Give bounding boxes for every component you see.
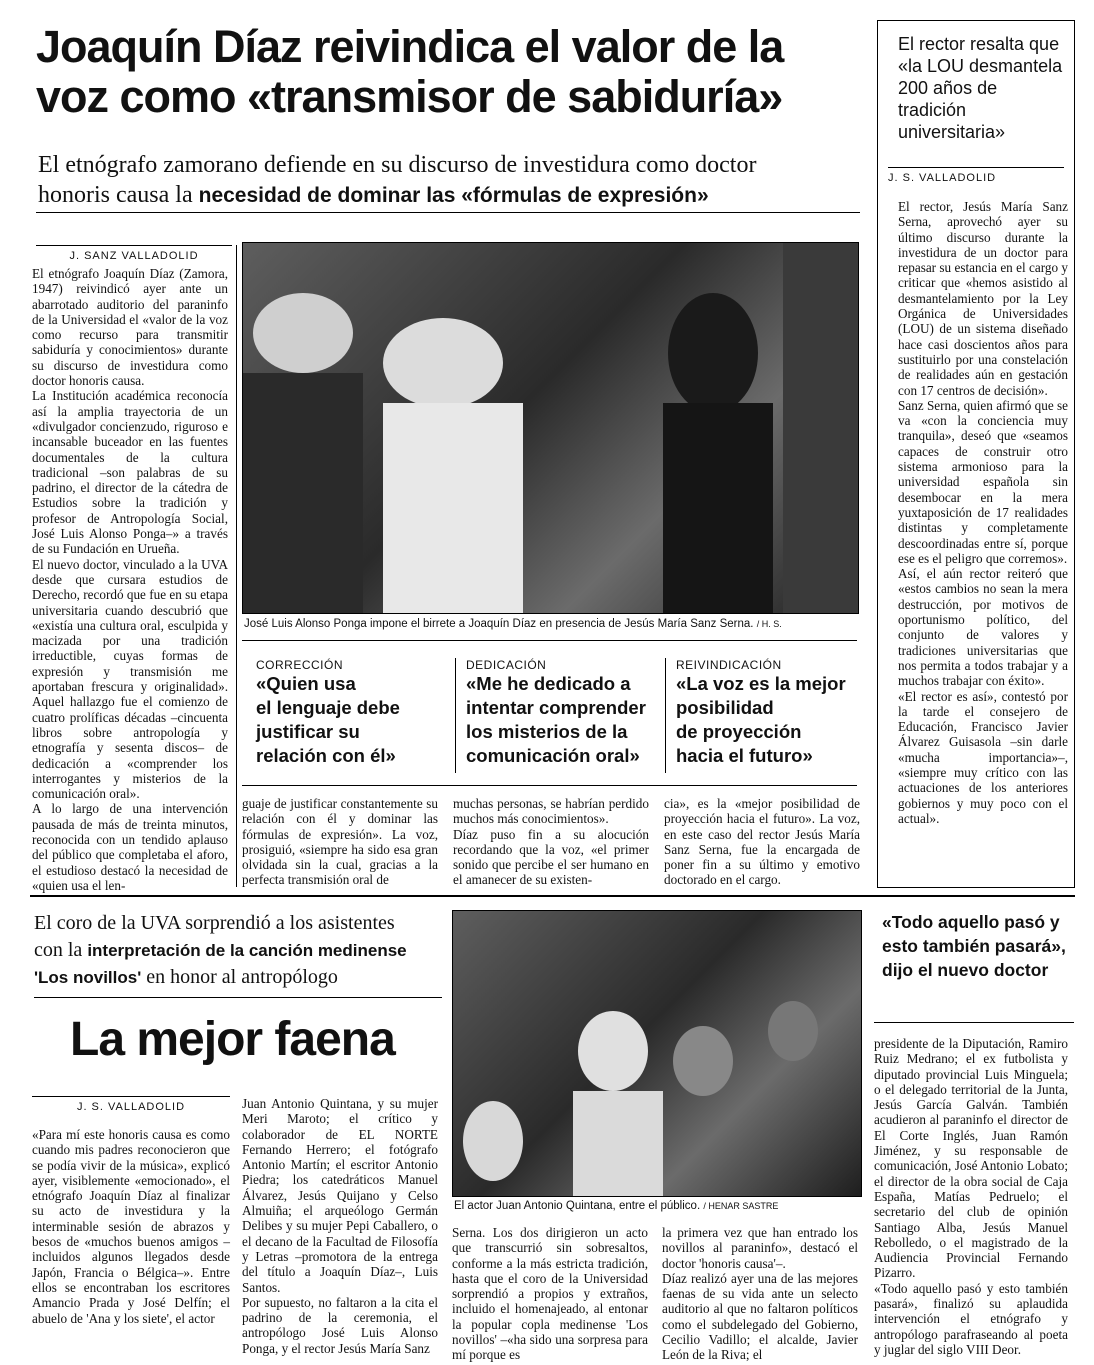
kicker-line-1: El coro de la UVA sorprendió a los asistentes xyxy=(34,912,395,934)
quote-text-2: «Me he dedicado a intentar comprender los misterios de la comunicación oral» xyxy=(466,673,646,766)
quote-label-correccion: CORRECCIÓN xyxy=(256,658,344,672)
pull-quote-rule xyxy=(874,1022,1074,1023)
main-headline-line-2: voz como «transmisor de sabiduría» xyxy=(36,71,783,122)
quotes-bottom-rule xyxy=(242,785,857,786)
photo-caption-text: José Luis Alonso Ponga impone el birrete a Joaquín Díaz en presencia de Jesús María Sanz Serna. xyxy=(244,618,754,630)
kicker-part-d: en honor al antropólogo xyxy=(141,966,338,988)
main-headline xyxy=(36,22,866,122)
kicker-line-2 xyxy=(34,937,444,964)
second-kicker xyxy=(34,910,444,991)
audience-photo-caption xyxy=(454,1200,860,1212)
quote-box-1 xyxy=(256,658,446,768)
section-divider xyxy=(30,895,1075,897)
quote-divider-1 xyxy=(455,658,456,773)
sidebar-headline: El rector resalta que «la LOU desmantela 200 años de tradición universitaria» xyxy=(898,34,1063,142)
photo-scene-icon xyxy=(243,243,858,613)
quote-text-3: «La voz es la mejor posibilidad de proyección hacia el futuro» xyxy=(676,673,846,766)
main-article-column-2: guaje de justificar constantemente su relación con él y dominar las fórmulas de expresión». La voz, prosiguió, «siempre ha sido esa gran olvidada sin la cual, gracias a la perfecta transmisión oral de xyxy=(242,796,438,888)
main-headline-line-1: Joaquín Díaz reivindica el valor de la xyxy=(36,21,784,72)
main-byline: J. SANZ VALLADOLID xyxy=(36,245,232,262)
audience-photo xyxy=(452,910,862,1197)
audience-scene-icon xyxy=(453,911,861,1196)
second-article-column-4: la primera vez que han entrado los novillos al paraninfo», destacó el doctor 'honoris causa'–. Díaz realizó ayer una de las mejores faenas de su vida ante un selecto auditorio al que no faltaron políticos como el subdelegado del Gobierno, Cecilio Vadillo; el alcalde, Javier León de la Riva; el xyxy=(662,1225,858,1363)
second-article-column-2: Juan Antonio Quintana, y su mujer Meri Maroto; el crítico y colaborador de EL NORTE Fernando Herrero; el fotógrafo Antonio Martín; el escritor Antonio Piedra; los catedráticos Manuel Álvarez, Jesús Quijano y Celso Almuiña; el arqueólogo Germán Delibes y su mujer Pepi Caballero, o el decano de la Facultad de Filosofía y Letras –promotora de la entrega del título a Joaquín Díaz–, Luis Santos. Por supuesto, no faltaron a la cita el padrino de la ceremonia, el antropólogo José Luis Alonso Ponga, y el rector Jesús María Sanz xyxy=(242,1096,438,1356)
caption-rule xyxy=(242,640,857,641)
kicker-part-a: con la xyxy=(34,939,88,961)
quote-box-2 xyxy=(466,658,666,768)
main-article-column-4: cia», es la «mejor posibilidad de proyección hacia el futuro». La voz, en este caso del rector Jesús María Sanz Serna, fue la encargada de poner fin a su último y emotivo doctorado en el cargo. xyxy=(664,796,860,888)
sidebar-box xyxy=(877,20,1075,888)
quote-label-reivindicacion: REIVINDICACIÓN xyxy=(676,658,782,672)
subheadline-part-b: necesidad de dominar las «fórmulas de expresión» xyxy=(198,184,709,207)
side-pull-quote: «Todo aquello pasó y esto también pasará», dijo el nuevo doctor xyxy=(882,912,1066,980)
subheadline-line-1: El etnógrafo zamorano defiende en su discurso de investidura como doctor xyxy=(38,152,757,178)
kicker-rule xyxy=(34,997,442,998)
photo-caption xyxy=(244,618,856,630)
main-article-column-1: El etnógrafo Joaquín Díaz (Zamora, 1947) reivindicó ayer ante un abarrotado auditorio del paraninfo de la Universidad el «valor de la voz como recurso para transmitir sabiduría y conocimientos» durante su discurso de investidura como doctor honoris causa. La Institución académica reconocía así la amplia trayectoria de un «divulgador concienzudo, riguroso e incansable buceador en las fuentes documentales de la cultura tradicional –son palabras de su padrino, el director de la cátedra de Estudios sobre la tradición y profesor de Antropología Social, José Luis Alonso Ponga–» a través de su Fundación en Urueña. El nuevo doctor, vinculado a la UVA desde que cursara estudios de Derecho, recordó que fue en su etapa universitaria cuando descubrió que «existía una cultura oral, esculpida y macizada por una tradición irreductible, cuyas formas de expresión y transmisión me aportaban frescura y originalidad». Aquel hallazgo fue el comienzo de cuatro prolíficas décadas –cincuenta libros sobre antropología y etnografía y sesenta discos– de dedicación a «comprender los interrogantes y misterios de la comunicación oral». A lo largo de una intervención pausada de más de treinta minutos, reconocida con un tendido aplauso del público que completaba el aforo, el estudioso destacó la necesidad de «quien usa el len- xyxy=(32,266,228,893)
sidebar-body: El rector, Jesús María Sanz Serna, aprovechó ayer su último discurso durante la investidura de un doctor para repasar su estancia en el cargo y criticar que «hemos asistido al desmantelamiento por la Ley Orgánica de Universidades (LOU) de un sistema diseñado hace casi doscientos años para sustituirlo por una constelación de realidades aún en gestación con 17 centros de decisión». Sanz Serna, quien afirmó que se va «con la conciencia muy tranquila», deseó que «seamos capaces de construir otro sistema armonioso para la universidad española sin desembocar en la mera yuxtaposición de 17 realidades distintas y completamente descoordinadas entre sí, porque ese es el peligro que corremos». Así, el aún rector reiteró que «estos cambios no sean la mera destrucción, por motivos de oportunismo político, del conjunto de valores y tradiciones universitarias que nos permita a todos trabajar y a muchos trabajar con éxito». «El rector es así», contestó por la tarde el consejero de Educación, Francisco Javier Álvarez Guisasola –sin darle «mucha importancia»–, «siempre muy crítico con las actuaciones de los anteriores gobiernos y muy poco con el actual». xyxy=(898,199,1068,826)
kicker-part-b: interpretación de la canción medinense xyxy=(87,941,407,960)
photo-credit: / H. S. xyxy=(756,619,782,629)
column-divider xyxy=(236,245,237,887)
quote-box-3 xyxy=(676,658,861,768)
main-article-column-3: muchas personas, se habrían perdido muchos más conocimientos». Díaz puso fin a su alocución recordando que la voz, «el primer sonido que percibe el ser humano en el amanecer de su existen- xyxy=(453,796,649,888)
second-article-column-5: presidente de la Diputación, Ramiro Ruiz Medrano; el ex futbolista y diputado provincial Luis Minguela; o el delegado territorial de la Junta, Jesús García Galván. También acudieron al paraninfo el director de El Corte Inglés, Juan Ramón Jiménez, y su responsable de comunicación, José Antonio Lobato; el director de la obra social de Caja España, Matías Pedruelo; el secretario del club de opinión Santiago Alba, Jesús Manuel Rebolledo, o el magistrado de la Audiencia Provincial Fernando Pizarro. «Todo aquello pasó y esto también pasará», finalizó su aplaudida intervención el etnógrafo y antropólogo parafraseando al poeta y juglar del siglo VIII Deor. xyxy=(874,1036,1068,1357)
investiture-photo xyxy=(242,242,859,614)
subheadline-part-a: honoris causa la xyxy=(38,182,199,208)
second-article-column-3: Serna. Los dos dirigieron un acto que transcurrió sin sobresaltos, conforme a la más estricta tradición, hasta que el coro de la Universidad sorprendió a propios y extraños, incluido el homenajeado, al entonar la popular copla medinense 'Los novillos' –«ha sido una sorpresa para mí porque es xyxy=(452,1225,648,1363)
second-byline: J. S. VALLADOLID xyxy=(32,1096,230,1113)
sidebar-byline: J. S. VALLADOLID xyxy=(888,167,1064,184)
kicker-part-c: 'Los novillos' xyxy=(34,968,142,987)
second-article-column-1: «Para mí este honoris causa es como cuando mis padres reconocieron que se podía vivir de la música», explicó ayer, visiblemente «emocionado», el etnógrafo Joaquín Díaz al finalizar su acto de investidura y la interminable sesión de abrazos y besos de «muchos buenos amigos –incluidos algunos llegados desde Japón, Francia o Bélgica–». Entre ellos se encontraban los escritores Amancio Prada y José Delfín; el abuelo de 'Ana y los siete', el actor xyxy=(32,1127,230,1326)
quote-text-1: «Quien usa el lenguaje debe justificar su relación con él» xyxy=(256,673,400,766)
kicker-line-3 xyxy=(34,964,444,991)
audience-caption-text: El actor Juan Antonio Quintana, entre el público. xyxy=(454,1200,701,1212)
quote-label-dedicacion: DEDICACIÓN xyxy=(466,658,547,672)
subheadline-rule xyxy=(36,212,860,213)
quote-divider-2 xyxy=(665,658,666,773)
main-subheadline xyxy=(38,150,868,211)
subheadline-line-2 xyxy=(38,180,868,211)
second-headline: La mejor faena xyxy=(70,1013,395,1066)
audience-photo-credit: / HENAR SASTRE xyxy=(703,1201,779,1211)
